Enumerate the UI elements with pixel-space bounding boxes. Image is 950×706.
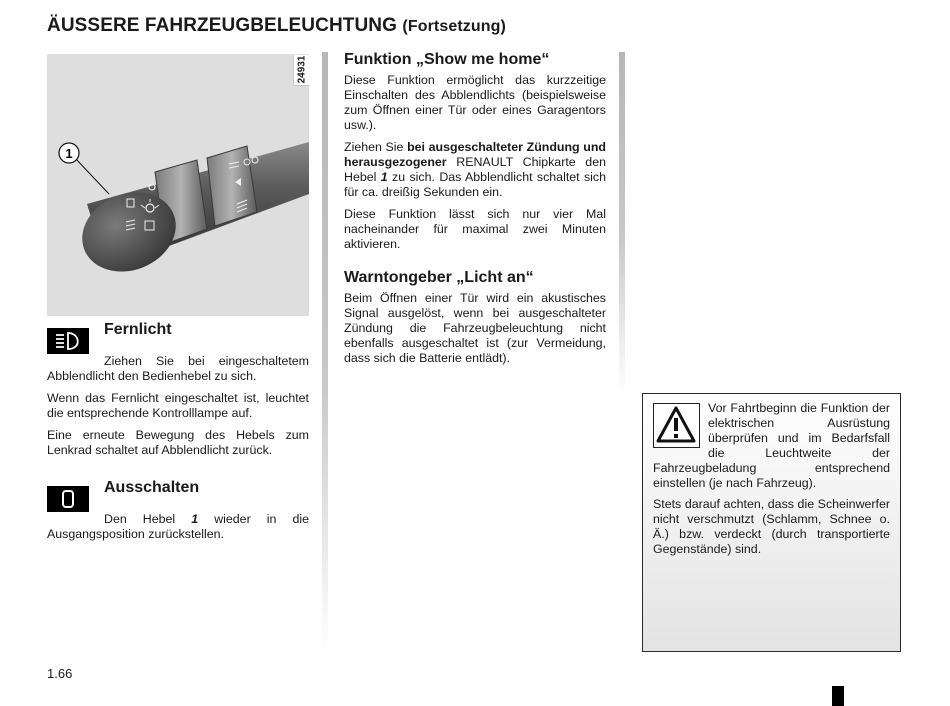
- page-title: [47, 15, 506, 37]
- ausschalten-paragraph: [47, 512, 309, 542]
- ausschalten-text-a: Den Hebel: [104, 512, 192, 526]
- fernlicht-paragraph-1: Ziehen Sie bei eingeschaltetem Abblendlicht den Bedienhebel zu sich.: [47, 354, 309, 383]
- fernlicht-body: [47, 354, 309, 458]
- page-title-continuation: (Fortsetzung): [402, 18, 506, 35]
- fernlicht-heading: Fernlicht: [104, 321, 172, 338]
- warning-paragraph-2: Stets darauf achten, dass die Scheinwerfer nicht verschmutzt (Schlamm, Schnee o. Ä.) bzw. verdeckt (durch transportierte Gegenstände) sind.: [653, 497, 890, 556]
- page-title-main: ÄUSSERE FAHRZEUGBELEUCHTUNG: [47, 15, 397, 36]
- warning-triangle-icon: [653, 403, 700, 448]
- high-beam-icon: [47, 328, 89, 354]
- left-column: [47, 316, 309, 549]
- figure-code-label: [293, 55, 310, 86]
- fernlicht-paragraph-3: Eine erneute Bewegung des Hebels zum Lenkrad schaltet auf Abblendlicht zurück.: [47, 428, 309, 457]
- section-head-fernlicht: [47, 322, 309, 350]
- show-me-home-text-c: zu sich. Das Abblendlicht schaltet sich für ca. dreißig Sekunden ein.: [344, 170, 606, 199]
- section-tab-marker: [832, 686, 844, 706]
- ausschalten-text-b: wieder in die Ausgangsposition zurückstellen.: [47, 512, 309, 541]
- warning-paragraph-1: Vor Fahrtbeginn die Funktion der elektrischen Ausrüstung überprüfen und im Bedarfsfall die Leuchtweite der Fahrzeugbeladung entsprechend einstellen (je nach Fahrzeug).: [653, 401, 890, 490]
- warning-box: [642, 393, 901, 652]
- callout-number: 1: [65, 146, 73, 161]
- licht-an-heading: Warntongeber „Licht an“: [344, 269, 534, 286]
- ausschalten-body: [47, 512, 309, 542]
- page-number: 1.66: [47, 666, 73, 681]
- stalk-illustration: [47, 54, 309, 316]
- column-divider-left: [322, 52, 328, 652]
- section-head-ausschalten: [47, 480, 309, 508]
- figure-code: 24931: [296, 55, 308, 84]
- off-position-icon: [47, 486, 89, 512]
- show-me-home-text-b: RENAULT Chipkarte den Hebel: [344, 155, 606, 184]
- ausschalten-heading: Ausschalten: [104, 479, 200, 496]
- show-me-home-heading: Funktion „Show me home“: [344, 51, 550, 68]
- show-me-home-paragraph-3: Diese Funktion lässt sich nur vier Mal nacheinander für maximal zwei Minuten aktivieren.: [344, 207, 606, 251]
- fernlicht-paragraph-2: Wenn das Fernlicht eingeschaltet ist, leuchtet die entsprechende Kontrolllampe auf.: [47, 391, 309, 420]
- column-divider-right: [619, 52, 625, 392]
- show-me-home-paragraph-1: Diese Funktion ermöglicht das kurzzeitige Einschalten des Abblendlichts (beispielsweise zum Öffnen einer Tür oder eines Garagentors usw.).: [344, 73, 606, 132]
- licht-an-paragraph: Beim Öffnen einer Tür wird ein akustisches Signal ausgelöst, wenn bei ausgeschalteter Zündung die Fahrzeugbeleuchtung nicht ebenfalls ausgeschaltet ist (zur Vermeidung, dass sich die Batterie entlädt).: [344, 291, 606, 365]
- show-me-home-lever-ref: 1: [380, 170, 388, 184]
- show-me-home-paragraph-2: [344, 140, 606, 200]
- show-me-home-text-a: Ziehen Sie: [344, 140, 408, 154]
- middle-column: [344, 52, 606, 373]
- show-me-home-bold: bei ausgeschalteter Zündung und herausgezogener: [344, 140, 606, 169]
- ausschalten-lever-ref: 1: [191, 512, 199, 526]
